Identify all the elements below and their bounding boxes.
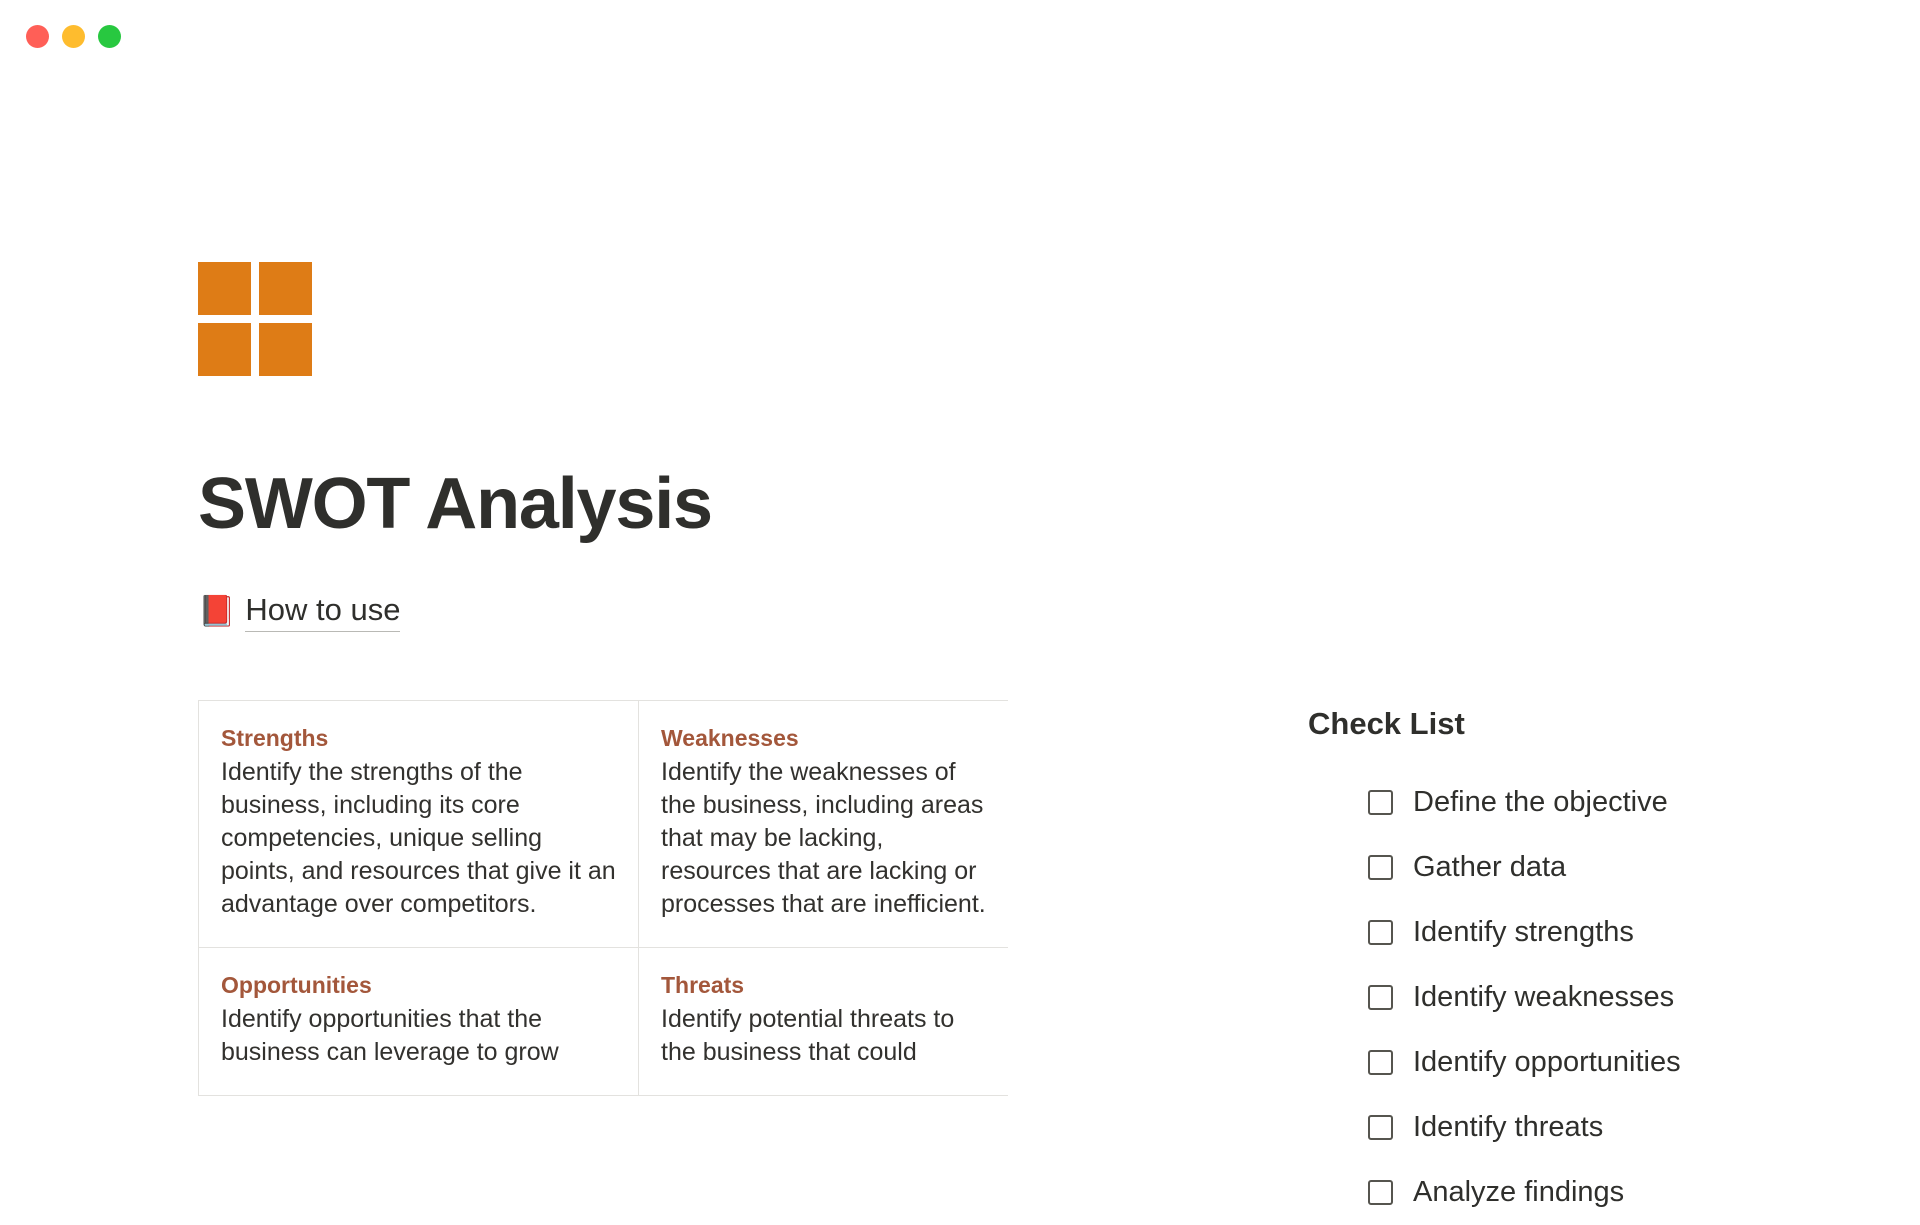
swot-heading: Threats	[661, 972, 745, 998]
checkbox-icon[interactable]	[1368, 1050, 1393, 1075]
check-list-item-label: Analyze findings	[1413, 1176, 1625, 1208]
check-list-item-label: Gather data	[1413, 851, 1567, 883]
check-list-item-label: Identify strengths	[1413, 916, 1634, 948]
checkbox-icon[interactable]	[1368, 1180, 1393, 1205]
check-list	[1308, 700, 1828, 1225]
swot-body: Identify the weaknesses of the business, including areas that may be lacking, resources that are lacking or processes that are inefficient.	[661, 758, 986, 918]
document-page	[0, 72, 1920, 1208]
swot-cell-threats[interactable]	[639, 948, 1008, 1095]
swot-table	[198, 700, 1008, 1096]
checkbox-icon[interactable]	[1368, 790, 1393, 815]
how-to-use-label: How to use	[245, 592, 400, 632]
swot-cell-opportunities[interactable]	[199, 948, 639, 1095]
logo-square-bottom-right	[259, 323, 312, 376]
list-item[interactable]	[1308, 965, 1828, 1030]
checkbox-icon[interactable]	[1368, 985, 1393, 1010]
document-content	[198, 262, 1858, 1225]
content-columns	[198, 700, 1858, 1225]
swot-cell-weaknesses[interactable]	[639, 701, 1008, 948]
checkbox-icon[interactable]	[1368, 855, 1393, 880]
swot-body: Identify the strengths of the business, including its core competencies, unique selling points, and resources that give it an advantage over competitors.	[221, 758, 616, 918]
logo-square-bottom-left	[198, 323, 251, 376]
swot-body: Identify opportunities that the business can leverage to grow	[221, 1005, 559, 1066]
swot-heading: Weaknesses	[661, 725, 799, 751]
list-item[interactable]	[1308, 900, 1828, 965]
check-list-item-label: Define the objective	[1413, 786, 1668, 818]
checkbox-icon[interactable]	[1368, 920, 1393, 945]
list-item[interactable]	[1308, 1095, 1828, 1160]
check-list-item-label: Identify weaknesses	[1413, 981, 1675, 1013]
swot-heading: Strengths	[221, 725, 329, 751]
swot-heading: Opportunities	[221, 972, 372, 998]
list-item[interactable]	[1308, 770, 1828, 835]
check-list-item-label: Identify threats	[1413, 1111, 1604, 1143]
closed-book-icon: 📕	[198, 595, 236, 628]
list-item[interactable]	[1308, 1030, 1828, 1095]
check-list-title: Check List	[1308, 706, 1465, 741]
document-logo-icon	[198, 262, 312, 376]
traffic-light-controls	[26, 25, 121, 48]
list-item[interactable]	[1308, 835, 1828, 900]
page-title: SWOT Analysis	[198, 464, 712, 544]
close-window-button[interactable]	[26, 25, 49, 48]
how-to-use-link[interactable]	[198, 592, 1858, 632]
list-item[interactable]	[1308, 1160, 1828, 1225]
checkbox-icon[interactable]	[1368, 1115, 1393, 1140]
swot-body: Identify potential threats to the business that could	[661, 1005, 955, 1066]
window-titlebar	[0, 0, 1920, 72]
minimize-window-button[interactable]	[62, 25, 85, 48]
logo-square-top-left	[198, 262, 251, 315]
logo-square-top-right	[259, 262, 312, 315]
check-list-item-label: Identify opportunities	[1413, 1046, 1681, 1078]
maximize-window-button[interactable]	[98, 25, 121, 48]
swot-cell-strengths[interactable]	[199, 701, 639, 948]
